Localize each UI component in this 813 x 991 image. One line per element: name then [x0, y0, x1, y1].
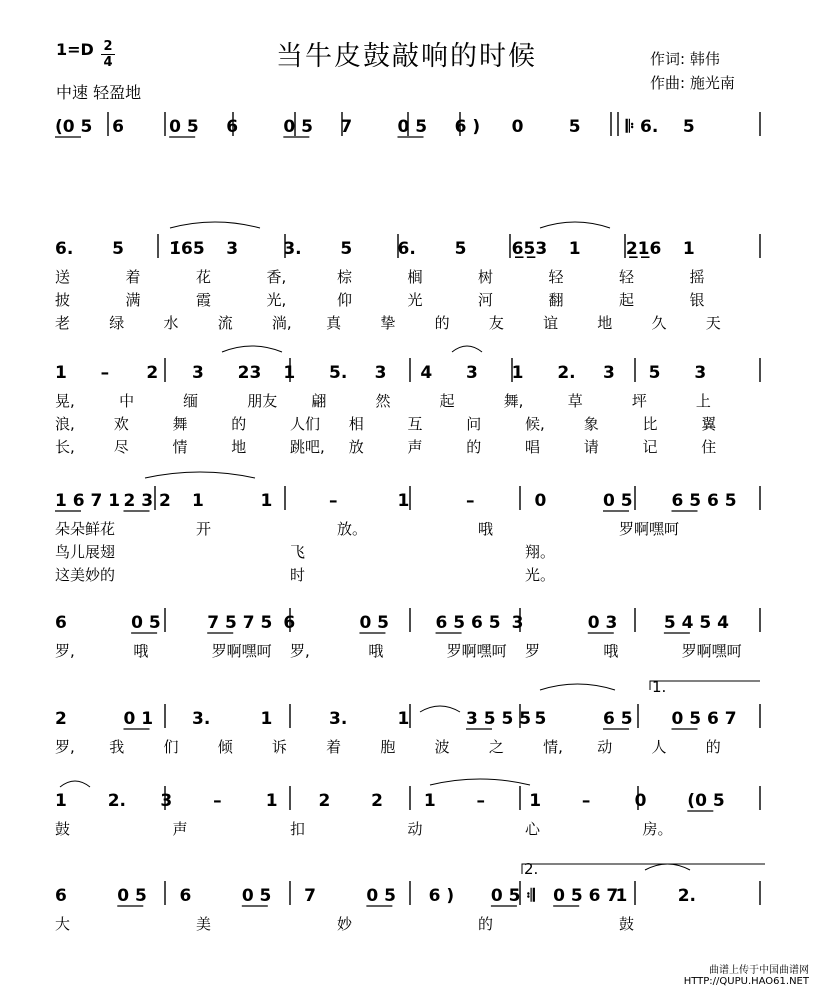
note-group: 3. [192, 709, 211, 729]
note-group: 4 [420, 363, 433, 383]
lyric-word: 轻 [548, 268, 564, 286]
lyric-word: 真 [326, 314, 342, 332]
note-group: 3 [694, 363, 707, 383]
note-group: 1 [260, 709, 273, 729]
note-group: 1 [397, 709, 410, 729]
lyric-word: 这美妙的 [55, 566, 116, 584]
note-group: 3 [160, 791, 173, 811]
lyric-word: 地 [231, 438, 247, 456]
lyric-word: 住 [701, 438, 717, 456]
slur [420, 706, 460, 712]
note-group: 0 [511, 117, 524, 137]
note-group: 5 [340, 239, 353, 259]
lyric-word: 老 [55, 314, 71, 332]
lyric-word: 倾 [217, 738, 233, 756]
lyric-word: 大 [55, 915, 71, 933]
lyric-word: 相 [348, 415, 364, 433]
note-group: 5 [648, 363, 661, 383]
lyric-word: 绿 [109, 314, 125, 332]
lyric-word: 比 [642, 415, 658, 433]
note-group: – [329, 491, 338, 511]
note-group: 6 5 [603, 709, 633, 729]
lyric-word: 象 [583, 415, 599, 433]
lyric-word: 的 [231, 415, 247, 433]
note-group: 3 [374, 363, 387, 383]
footer-watermark [684, 965, 809, 987]
lyric-word: 欢 [113, 415, 129, 433]
volta-label-1: 1. [652, 678, 667, 696]
note-group: 6 [283, 613, 296, 633]
lyric-word: 尽 [113, 438, 129, 456]
note-group: 2. [557, 363, 576, 383]
lyric-word: 动 [407, 820, 423, 838]
lyric-word: 人 [651, 738, 667, 756]
note-group: 1 6 7 1 [55, 491, 121, 511]
note-group: 5 [534, 709, 547, 729]
note-group: 6 [55, 886, 67, 906]
lyric-word: 舞, [503, 392, 524, 410]
lyric-word: 哦 [603, 642, 619, 660]
note-group: 6 ) [428, 886, 455, 906]
footer-line1: 曲谱上传于中国曲谱网 [709, 965, 809, 976]
slur [60, 781, 90, 787]
note-group: 3 [603, 363, 615, 383]
lyric-word: 浪, [55, 415, 75, 433]
note-group: 5 [454, 239, 467, 259]
note-group: 2. [677, 886, 697, 906]
lyricist-credit: 作词: 韩伟 [650, 50, 720, 68]
volta-label-2: 2. [524, 860, 539, 878]
lyric-word: 美 [196, 915, 212, 933]
lyric-word: 们 [163, 738, 179, 756]
lyric-word: 声 [172, 820, 188, 838]
lyric-word: 水 [163, 314, 179, 332]
lyric-word: 的 [466, 438, 482, 456]
lyric-word: 罗, [55, 642, 75, 660]
lyric-word: 妙 [337, 915, 353, 933]
note-group: 𝄆 6. [625, 117, 659, 137]
lyric-word: 胞 [380, 738, 396, 756]
lyric-word: 翻 [548, 291, 564, 309]
lyric-word: 上 [695, 392, 711, 410]
lyric-word: 候, [525, 415, 545, 433]
lyric-word: 哦 [133, 642, 149, 660]
note-group: 1 [260, 491, 273, 511]
note-group: 0 5 [366, 886, 396, 906]
note-group: 6 ) [454, 117, 481, 137]
note-group: 1 [283, 363, 296, 383]
lyric-word: 时 [290, 566, 306, 584]
lyric-word: 罗啊嘿呵 [681, 642, 742, 660]
lyric-word: 声 [407, 438, 423, 456]
note-group: 6̲5̲3 [511, 239, 548, 259]
lyric-word: 满 [125, 291, 141, 309]
lyric-word: 光。 [525, 566, 556, 584]
lyric-word: 唱 [525, 438, 541, 456]
note-group: 6 5 6 5 [671, 491, 737, 511]
lyric-word: 罗啊嘿呵 [446, 642, 507, 660]
lyric-word: 之 [488, 738, 504, 756]
lyric-word: 放 [348, 438, 364, 456]
lyric-word: 仰 [337, 291, 353, 309]
lyric-word: 榈 [407, 268, 423, 286]
note-group: 1 [423, 791, 436, 811]
note-group: – [213, 791, 222, 811]
note-group: 0 5 𝄇 [490, 886, 535, 906]
note-group: 1 [192, 491, 204, 511]
lyric-word: 罗, [290, 642, 310, 660]
note-group: 6. [397, 239, 416, 259]
slur [452, 346, 482, 352]
lyric-word: 淌, [271, 314, 292, 332]
slur [222, 346, 282, 352]
note-group: 2̲1̲6 [625, 239, 662, 259]
lyric-word: 中 [119, 392, 135, 410]
lyric-word: 哦 [368, 642, 384, 660]
lyric-word: 情 [172, 438, 188, 456]
note-group: 1 [529, 791, 542, 811]
note-group: 7 5 7 5 [207, 613, 273, 633]
lyric-word: 朵朵鲜花 [55, 520, 116, 538]
lyric-word: 缅 [183, 392, 199, 410]
note-group: 2 [318, 791, 331, 811]
lyric-word: 地 [597, 314, 613, 332]
note-group: 0 5 [241, 886, 272, 906]
note-group: 1 [265, 791, 278, 811]
lyric-word: 翩 [311, 392, 327, 410]
note-group: 6 [112, 117, 124, 137]
lyric-word: 流 [217, 314, 233, 332]
note-group: 6 5 6 5 [435, 613, 501, 633]
lyric-word: 天 [705, 314, 721, 332]
lyric-word: 鼓 [55, 820, 71, 838]
lyric-word: 舞 [172, 415, 188, 433]
lyric-word: 罗 [525, 642, 541, 660]
volta-bracket-1 [650, 681, 760, 690]
lyric-word: 记 [642, 438, 658, 456]
lyric-word: 长, [55, 438, 75, 456]
note-group: (0 5 [55, 117, 93, 137]
note-group: 5 [568, 117, 581, 137]
lyric-word: 扣 [290, 820, 306, 838]
note-group: – [476, 791, 486, 811]
note-group: 0 5 [117, 886, 147, 906]
note-group: 0 [634, 791, 647, 811]
lyric-word: 请 [583, 438, 599, 456]
lyric-word: 谊 [543, 314, 559, 332]
note-group: 0 5 [603, 491, 633, 511]
lyric-word: 送 [55, 268, 71, 286]
note-group: 3 [192, 363, 204, 383]
note-group: 6 [55, 613, 67, 633]
lyric-word: 情, [543, 738, 563, 756]
lyric-word: 飞 [290, 543, 306, 561]
note-group: 5 [682, 117, 695, 137]
slur [645, 864, 690, 870]
note-group: – [581, 791, 591, 811]
note-group: 0 [534, 491, 547, 511]
note-group: – [466, 491, 475, 511]
note-group: 5. [329, 363, 348, 383]
lyric-word: 光, [266, 291, 287, 309]
lyric-word: 波 [434, 738, 450, 756]
time-signature-top: 2 [103, 39, 113, 54]
lyric-word: 的 [705, 738, 721, 756]
lyric-word: 我 [109, 738, 125, 756]
lyric-word: 花 [196, 268, 212, 286]
note-group: 0 5 [397, 117, 428, 137]
slur [540, 222, 610, 228]
note-group: 0 3 [587, 613, 618, 633]
note-group: 1 [568, 239, 581, 259]
lyric-word: 轻 [619, 268, 635, 286]
lyric-word: 着 [326, 738, 342, 756]
slur [170, 222, 260, 228]
lyric-word: 罗啊嘿呵 [619, 520, 680, 538]
note-group: 2 [146, 363, 159, 383]
lyric-word: 鸟儿展翅 [55, 543, 116, 561]
lyric-word: 罗, [55, 738, 75, 756]
lyric-word: 人们 [290, 415, 321, 433]
note-group: 2 [371, 791, 383, 811]
footer-line2: HTTP://QUPU.HAO61.NET [683, 976, 809, 987]
note-group: 1 [682, 239, 695, 259]
lyric-word: 起 [439, 392, 455, 410]
note-group: 2 3 2 [123, 491, 171, 511]
lyric-word: 跳吧, [290, 438, 325, 456]
note-group: 0 5 6 7 [553, 886, 619, 906]
lyric-word: 开 [196, 520, 212, 538]
lyric-word: 诉 [271, 738, 287, 756]
note-group: 1 [55, 791, 67, 811]
lyric-word: 着 [125, 268, 141, 286]
note-group: 2. [107, 791, 126, 811]
note-group: 3 [511, 613, 524, 633]
lyric-word: 晃, [55, 392, 75, 410]
lyric-word: 香, [266, 268, 287, 286]
note-group: 1 [615, 886, 628, 906]
note-group: 23 [237, 363, 262, 383]
note-group: 2 [55, 709, 67, 729]
note-group: 0 5 [169, 117, 199, 137]
lyric-word: 河 [478, 291, 494, 309]
note-group: 7 [304, 886, 316, 906]
note-group: 3 5 5 5 [466, 709, 532, 729]
note-group: 5 4 5 4 [663, 613, 729, 633]
lyric-word: 翔。 [525, 543, 556, 561]
note-group: 3. [329, 709, 348, 729]
lyric-word: 的 [434, 314, 450, 332]
time-signature-bottom: 4 [103, 55, 113, 70]
note-group: 3 [226, 239, 239, 259]
lyric-word: 挚 [380, 314, 396, 332]
lyric-word: 银 [689, 291, 705, 309]
note-group: 7 [340, 117, 353, 137]
note-group: 6 [226, 117, 239, 137]
note-group: 1̇65 [169, 239, 205, 259]
note-group: 6. [55, 239, 74, 259]
lyric-word: 霞 [196, 291, 212, 309]
note-group: (0 5 [687, 791, 725, 811]
lyric-word: 草 [567, 392, 583, 410]
note-group: 3 [466, 363, 478, 383]
lyric-word: 房。 [642, 820, 673, 838]
note-group: 0 1 [123, 709, 154, 729]
slur [540, 684, 615, 690]
slur [145, 472, 255, 478]
tempo-marking: 中速 轻盈地 [56, 83, 142, 102]
volta-bracket-2 [522, 864, 765, 874]
lyric-word: 动 [597, 738, 613, 756]
lyric-word: 罗啊嘿呵 [211, 642, 272, 660]
lyric-word: 坪 [631, 392, 647, 410]
note-group: 0 5 [131, 613, 161, 633]
lyric-word: 友 [488, 314, 504, 332]
lyric-word: 朋友 [247, 392, 278, 410]
lyric-word: 然 [375, 392, 391, 410]
note-group: 1 [511, 363, 524, 383]
lyric-word: 的 [478, 915, 494, 933]
lyric-word: 久 [651, 314, 667, 332]
lyric-word: 放。 [337, 520, 368, 538]
lyric-word: 光 [407, 291, 423, 309]
lyric-word: 翼 [701, 415, 717, 433]
lyric-word: 棕 [337, 268, 353, 286]
slur [430, 779, 530, 785]
note-group: – [100, 363, 110, 383]
lyric-word: 互 [407, 415, 423, 433]
note-group: 1 [55, 363, 67, 383]
lyric-word: 问 [466, 415, 482, 433]
song-title: 当牛皮鼓敲响的时候 [276, 41, 537, 72]
lyric-word: 摇 [689, 268, 705, 286]
note-group: 0 5 6 7 [671, 709, 737, 729]
composer-credit: 作曲: 施光南 [650, 74, 735, 92]
note-group: 5 [112, 239, 124, 259]
lyric-word: 鼓 [619, 915, 635, 933]
lyric-word: 树 [478, 268, 494, 286]
note-group: 0 5 [359, 613, 390, 633]
key-signature: 1=D [56, 40, 94, 59]
note-group: 0 5 [283, 117, 313, 137]
lyric-word: 心 [525, 820, 541, 838]
lyric-word: 披 [55, 291, 71, 309]
note-group: 1 [397, 491, 410, 511]
note-group: 6 [179, 886, 192, 906]
lyric-word: 哦 [478, 520, 494, 538]
lyric-word: 起 [619, 291, 635, 309]
note-group: 3. [283, 239, 302, 259]
